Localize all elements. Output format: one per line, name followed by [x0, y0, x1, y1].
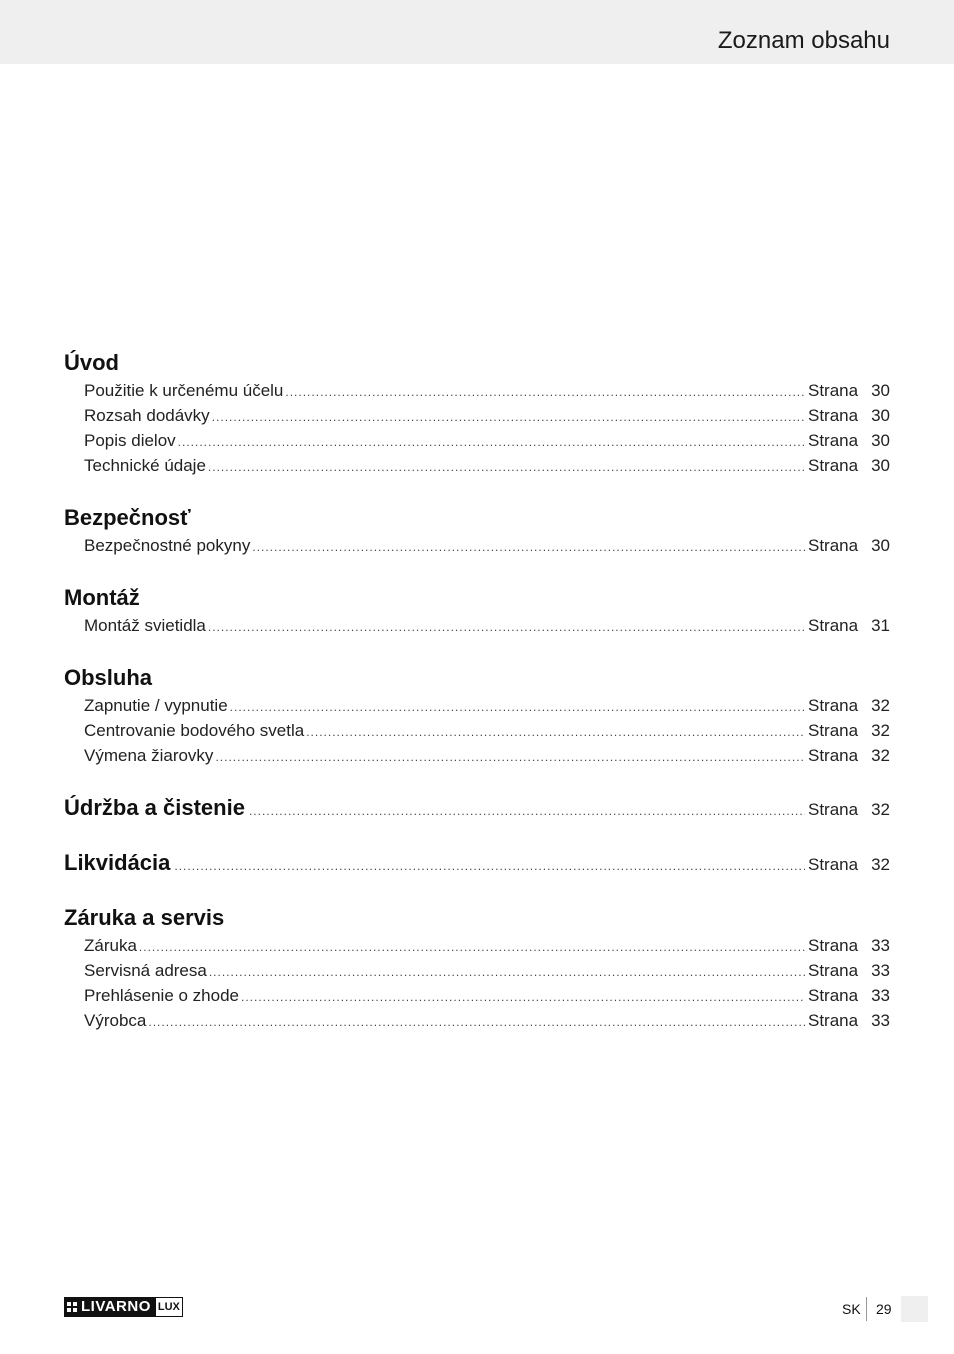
strana-label: Strana	[808, 616, 859, 635]
dot-leader	[208, 615, 805, 640]
logo-main-box	[64, 1297, 155, 1317]
brand-logo	[64, 1297, 183, 1317]
dot-leader	[285, 380, 805, 405]
table-of-contents	[64, 348, 890, 1033]
dot-leader	[209, 960, 805, 985]
toc-entry[interactable]	[84, 453, 890, 478]
dot-leader	[306, 720, 805, 745]
section-entries	[64, 378, 890, 478]
strana-label: Strana	[808, 381, 859, 400]
toc-entry[interactable]	[84, 983, 890, 1008]
dot-leader	[178, 430, 805, 455]
section-gap	[64, 768, 890, 793]
dot-leader	[230, 695, 805, 720]
entry-label: Prehlásenie o zhode	[84, 986, 240, 1005]
entry-label: Použitie k určenému účelu	[84, 381, 284, 400]
section-entries	[64, 613, 890, 638]
page-number: 32	[871, 855, 890, 874]
entry-label: Bezpečnostné pokyny	[84, 536, 251, 555]
page-number: 32	[871, 746, 890, 765]
strana-label: Strana	[808, 721, 859, 740]
toc-section-zaruka	[64, 903, 890, 1033]
section-entries	[64, 693, 890, 768]
toc-section-uvod	[64, 348, 890, 478]
page-number: 30	[871, 536, 890, 555]
dot-leader	[249, 796, 805, 826]
strana-label: Strana	[808, 1011, 859, 1030]
page-number: 32	[871, 800, 890, 819]
section-entries	[64, 933, 890, 1033]
strana-label: Strana	[808, 746, 859, 765]
section-gap	[64, 478, 890, 503]
dot-leader	[174, 851, 805, 881]
dot-leader	[215, 745, 805, 770]
toc-section-montaz	[64, 583, 890, 638]
toc-section-likvidacia[interactable]	[64, 848, 890, 878]
entry-label: Popis dielov	[84, 431, 176, 450]
page-number: 31	[871, 616, 890, 635]
entry-label: Výrobca	[84, 1011, 147, 1030]
dot-leader	[139, 935, 805, 960]
section-heading: Úvod	[64, 350, 119, 375]
toc-section-bezpecnost	[64, 503, 890, 558]
page-number: 30	[871, 456, 890, 475]
toc-entry[interactable]	[84, 743, 890, 768]
toc-entry[interactable]	[84, 378, 890, 403]
toc-entry[interactable]	[84, 613, 890, 638]
page-number: 33	[871, 1011, 890, 1030]
toc-entry[interactable]	[84, 1008, 890, 1033]
section-heading: Obsluha	[64, 665, 153, 690]
page-number: 32	[871, 721, 890, 740]
language-code: SK	[842, 1301, 861, 1317]
toc-entry[interactable]	[84, 718, 890, 743]
entry-label: Servisná adresa	[84, 961, 207, 980]
logo-lux-box: LUX	[155, 1297, 183, 1317]
strana-label: Strana	[808, 986, 859, 1005]
section-gap	[64, 638, 890, 663]
strana-label: Strana	[808, 696, 859, 715]
section-gap	[64, 823, 890, 848]
entry-label: Výmena žiarovky	[84, 746, 214, 765]
section-entries	[64, 533, 890, 558]
strana-label: Strana	[808, 800, 859, 819]
section-heading: Likvidácia	[64, 850, 171, 875]
toc-entry[interactable]	[84, 403, 890, 428]
entry-label: Technické údaje	[84, 456, 206, 475]
dot-leader	[252, 535, 805, 560]
footer-page-number: 29	[876, 1301, 892, 1317]
page-number: 32	[871, 696, 890, 715]
logo-grid-icon	[67, 1302, 77, 1312]
section-heading: Montáž	[64, 585, 140, 610]
page-number: 30	[871, 431, 890, 450]
header-bar	[0, 0, 954, 64]
footer-tab-box	[901, 1296, 928, 1322]
toc-entry[interactable]	[84, 958, 890, 983]
footer-divider	[866, 1297, 867, 1321]
strana-label: Strana	[808, 431, 859, 450]
page-number: 33	[871, 961, 890, 980]
strana-label: Strana	[808, 406, 859, 425]
toc-entry[interactable]	[84, 428, 890, 453]
section-gap	[64, 878, 890, 903]
logo-main-text: LIVARNO	[81, 1298, 151, 1315]
strana-label: Strana	[808, 456, 859, 475]
page-number: 30	[871, 406, 890, 425]
entry-label: Rozsah dodávky	[84, 406, 210, 425]
strana-label: Strana	[808, 536, 859, 555]
dot-leader	[208, 455, 805, 480]
page-number: 33	[871, 986, 890, 1005]
section-heading: Záruka a servis	[64, 905, 225, 930]
entry-label: Zapnutie / vypnutie	[84, 696, 228, 715]
page-title: Zoznam obsahu	[717, 27, 890, 54]
section-heading: Údržba a čistenie	[64, 795, 245, 820]
entry-label: Záruka	[84, 936, 137, 955]
strana-label: Strana	[808, 855, 859, 874]
dot-leader	[212, 405, 805, 430]
toc-section-obsluha	[64, 663, 890, 768]
toc-entry[interactable]	[84, 533, 890, 558]
page-number: 30	[871, 381, 890, 400]
section-gap	[64, 558, 890, 583]
section-heading: Bezpečnosť	[64, 505, 191, 530]
strana-label: Strana	[808, 936, 859, 955]
entry-label: Montáž svietidla	[84, 616, 206, 635]
dot-leader	[148, 1010, 805, 1035]
entry-label: Centrovanie bodového svetla	[84, 721, 305, 740]
page-number: 33	[871, 936, 890, 955]
toc-section-udrzba[interactable]	[64, 793, 890, 823]
toc-entry[interactable]	[84, 693, 890, 718]
toc-entry[interactable]	[84, 933, 890, 958]
dot-leader	[241, 985, 805, 1010]
strana-label: Strana	[808, 961, 859, 980]
